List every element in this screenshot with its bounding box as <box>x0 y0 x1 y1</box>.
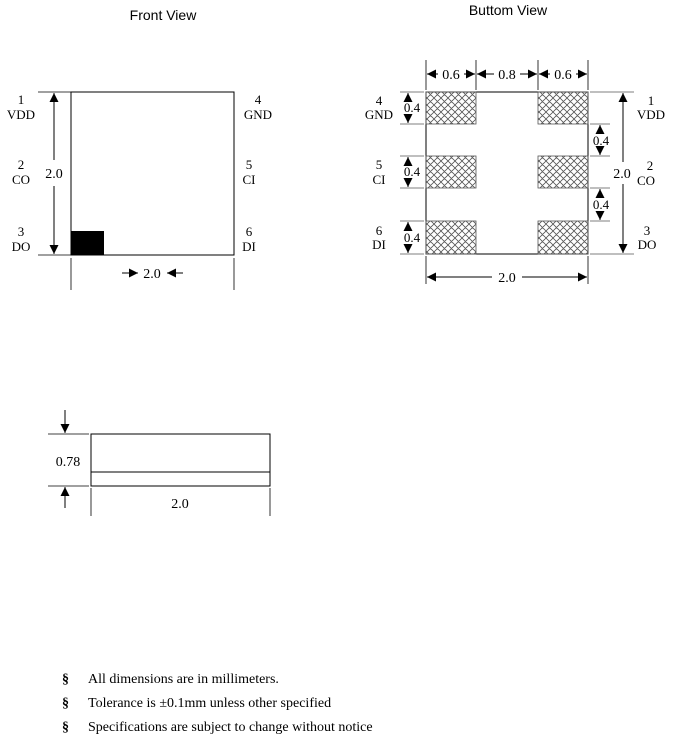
pad-6 <box>426 221 476 254</box>
front-view-title: Front View <box>129 7 197 23</box>
pin-number: 4 <box>254 92 262 107</box>
pin-name: CI <box>242 172 256 187</box>
pad-gap-vertical-dim: 0.4 <box>592 197 610 212</box>
note-item <box>62 716 373 740</box>
pin-number: 6 <box>375 223 383 238</box>
side-view <box>48 410 270 516</box>
pad-height-dim: 0.4 <box>403 230 421 245</box>
bottom-view <box>365 2 665 286</box>
pad-5 <box>426 156 476 188</box>
pad-gap-vertical-dim: 0.4 <box>592 133 610 148</box>
pin-name: VDD <box>6 107 36 122</box>
bottom-view-title: Buttom View <box>468 2 548 18</box>
pad-height-dim: 0.4 <box>403 100 421 115</box>
pin-number: 3 <box>17 224 25 239</box>
pad-4 <box>426 92 476 124</box>
pin-number: 1 <box>647 93 655 108</box>
side-width-dim: 2.0 <box>171 497 189 512</box>
pin-number: 5 <box>245 157 253 172</box>
pin-name: DI <box>242 239 256 254</box>
pad-width-right-dim: 0.6 <box>554 68 572 83</box>
note-item <box>62 692 373 716</box>
pin-number: 3 <box>643 223 651 238</box>
pin-name: VDD <box>636 107 666 122</box>
note-text: Tolerance is ±0.1mm unless other specified <box>88 696 332 711</box>
pad-width-left-dim: 0.6 <box>442 68 460 83</box>
front-width-dim: 2.0 <box>143 267 161 282</box>
pin-number: 6 <box>245 224 253 239</box>
front-view <box>7 7 272 290</box>
pad-1 <box>538 92 588 124</box>
note-bullet: § <box>62 672 69 687</box>
chip-outline <box>71 92 234 255</box>
pin-name: DO <box>11 239 31 254</box>
chip-side-outline <box>91 434 270 486</box>
pad-gap-dim: 0.8 <box>498 68 516 83</box>
pin-name: DO <box>637 237 657 252</box>
front-height-dim: 2.0 <box>45 167 63 182</box>
pin-name: CI <box>372 172 386 187</box>
note-bullet: § <box>62 720 69 735</box>
pin-name: CO <box>636 173 656 188</box>
note-bullet: § <box>62 696 69 711</box>
note-item <box>62 668 373 692</box>
pin-number: 4 <box>375 93 383 108</box>
pad-height-dim: 0.4 <box>403 164 421 179</box>
pin-number: 2 <box>646 158 654 173</box>
pin1-marker <box>71 231 104 255</box>
thickness-dim: 0.78 <box>55 455 81 470</box>
pin-number: 1 <box>17 92 25 107</box>
pin-number: 5 <box>375 157 383 172</box>
pin-number: 2 <box>17 157 25 172</box>
bottom-width-dim: 2.0 <box>498 271 516 286</box>
pad-3 <box>538 221 588 254</box>
pin-name: DI <box>372 237 386 252</box>
note-text: All dimensions are in millimeters. <box>88 672 279 687</box>
pin-name: GND <box>243 107 273 122</box>
notes-list <box>62 668 373 740</box>
bottom-height-dim: 2.0 <box>613 167 631 182</box>
pin-name: GND <box>364 107 394 122</box>
pin-name: CO <box>11 172 31 187</box>
note-text: Specifications are subject to change without notice <box>88 720 373 735</box>
pad-2 <box>538 156 588 188</box>
